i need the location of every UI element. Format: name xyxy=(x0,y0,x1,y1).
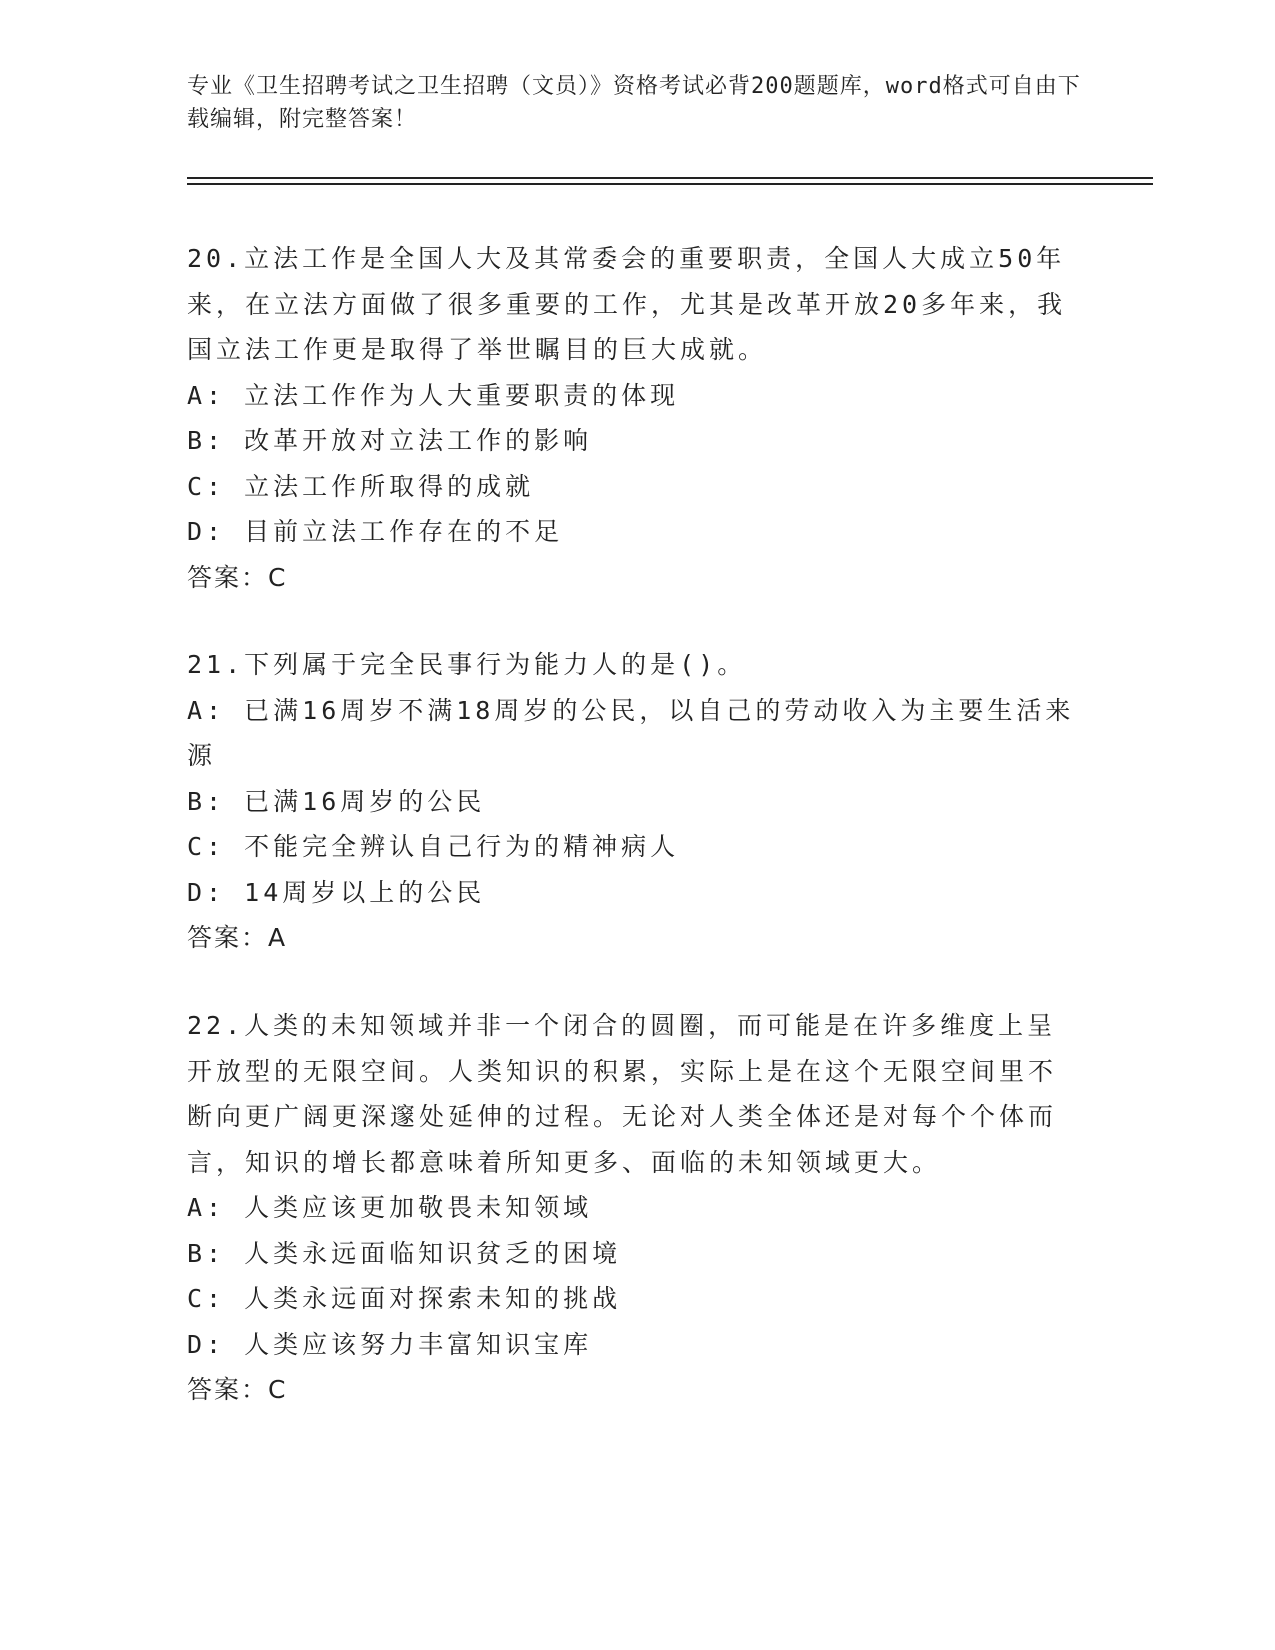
header-divider-top xyxy=(187,177,1153,179)
question-block xyxy=(187,236,1077,600)
option-c: C: 人类永远面对探索未知的挑战 xyxy=(187,1284,622,1313)
option-a: A: 人类应该更加敬畏未知领域 xyxy=(187,1193,593,1222)
option-b: B: 改革开放对立法工作的影响 xyxy=(187,426,593,455)
option-d: D: 14周岁以上的公民 xyxy=(187,877,486,907)
question-block xyxy=(187,1003,1077,1413)
option-c: C: 不能完全辨认自己行为的精神病人 xyxy=(187,832,680,861)
answer-line: 答案：C xyxy=(187,562,288,592)
option-d: D: 人类应该努力丰富知识宝库 xyxy=(187,1329,593,1359)
header-divider-bottom xyxy=(187,183,1153,185)
answer-line: 答案：C xyxy=(187,1375,288,1404)
option-b: B: 已满16周岁的公民 xyxy=(187,786,486,816)
question-stem: 21.下列属于完全民事行为能力人的是()。 xyxy=(187,650,747,679)
option-a: A: 已满16周岁不满18周岁的公民，以自己的劳动收入为主要生活来源 xyxy=(187,695,1075,770)
option-d: D: 目前立法工作存在的不足 xyxy=(187,517,564,546)
document-header: 专业《卫生招聘考试之卫生招聘（文员）》资格考试必背200题题库，word格式可自由下载编辑，附完整答案！ xyxy=(187,74,1081,132)
option-b: B: 人类永远面临知识贫乏的困境 xyxy=(187,1238,622,1268)
answer-line: 答案：A xyxy=(187,923,288,952)
question-stem: 22.人类的未知领域并非一个闭合的圆圈，而可能是在许多维度上呈开放型的无限空间。人类知识的积累，实际上是在这个无限空间里不断向更广阔更深邃处延伸的过程。无论对人类全体还是对每个个体而言，知识的增长都意味着所知更多、面临的未知领域更大。 xyxy=(187,1011,1058,1177)
question-stem: 20.立法工作是全国人大及其常委会的重要职责，全国人大成立50年来，在立法方面做了很多重要的工作，尤其是改革开放20多年来，我国立法工作更是取得了举世瞩目的巨大成就。 xyxy=(187,244,1067,364)
option-c: C: 立法工作所取得的成就 xyxy=(187,471,535,501)
question-block xyxy=(187,642,1077,961)
option-a: A: 立法工作作为人大重要职责的体现 xyxy=(187,380,680,410)
